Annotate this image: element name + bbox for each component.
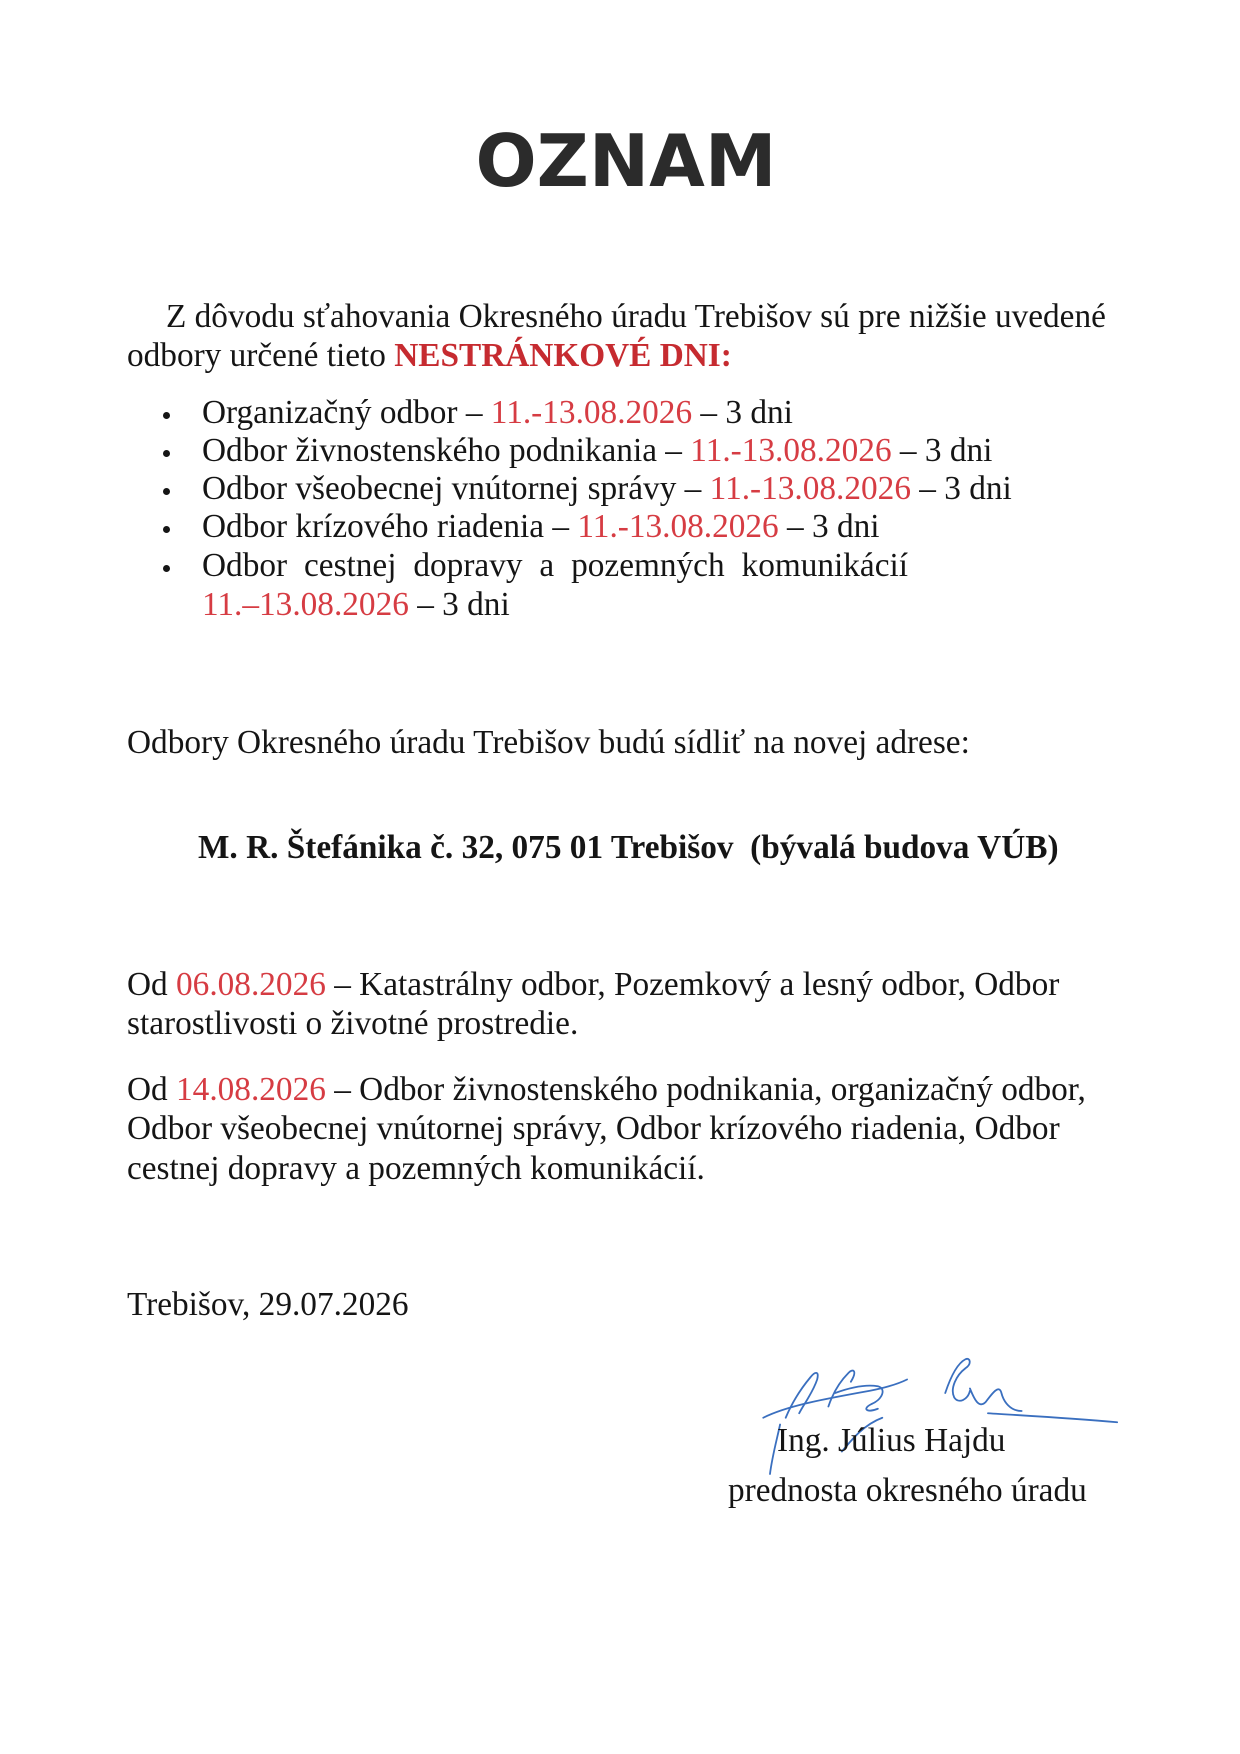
department-name: Organizačný odbor – (202, 394, 491, 431)
move-departments: – Odbor živnostenského podnikania, organizačný odbor, (325, 1071, 1086, 1108)
intro-line-1: Z dôvodu sťahovania Okresného úradu Trebišov sú pre nižšie uvedené (166, 298, 1106, 335)
bullet-dot (163, 450, 170, 457)
department-name: Odbor všeobecnej vnútornej správy – (202, 470, 710, 507)
closure-dates: 11.-13.08.2026 (690, 432, 892, 469)
signatory-name: Ing. Július Hajdu (777, 1422, 1006, 1459)
department-name: Odbor živnostenského podnikania – (202, 432, 691, 469)
move-line: Odbor všeobecnej vnútornej správy, Odbor krízového riadenia, Odbor (127, 1110, 1060, 1147)
closure-dates: 11.-13.08.2026 (490, 394, 693, 431)
move-lead: Od (127, 966, 177, 1003)
closure-days-heading: NESTRÁNKOVÉ DNI: (394, 337, 732, 374)
intro-text: odbory určené tieto (127, 337, 395, 374)
place-and-date: Trebišov, 29.07.2026 (127, 1286, 409, 1323)
move-line: cestnej dopravy a pozemných komunikácií. (127, 1150, 705, 1187)
closure-dates: 11.–13.08.2026 (202, 586, 409, 623)
closure-item (202, 394, 793, 432)
closure-item (202, 432, 992, 470)
move-line (127, 966, 1059, 1004)
move-date: 14.08.2026 (176, 1071, 326, 1108)
closure-item-department: Odbor cestnej dopravy a pozemných komunikácií (202, 547, 908, 584)
closure-duration: – 3 dni (408, 586, 510, 623)
notice-title: OZNAM (475, 119, 777, 203)
closure-dates: 11.-13.08.2026 (709, 470, 911, 507)
signature-stroke (988, 1413, 1117, 1422)
new-address: M. R. Štefánika č. 32, 075 01 Trebišov (bývalá budova VÚB) (198, 829, 1059, 866)
bullet-dot (163, 488, 170, 495)
closure-item-dates-line (202, 586, 510, 624)
move-line (127, 1071, 1086, 1109)
closure-item (202, 470, 1012, 508)
closure-duration: – 3 dni (692, 394, 793, 431)
move-departments: – Katastrálny odbor, Pozemkový a lesný odbor, Odbor (325, 966, 1060, 1003)
bullet-dot (163, 565, 170, 572)
signature-stroke (945, 1359, 970, 1401)
relocation-intro: Odbory Okresného úradu Trebišov budú sídliť na novej adrese: (127, 724, 970, 761)
move-date: 06.08.2026 (176, 966, 326, 1003)
closure-dates: 11.-13.08.2026 (577, 508, 779, 545)
move-lead: Od (127, 1071, 177, 1108)
closure-duration: – 3 dni (891, 432, 993, 469)
move-line: starostlivosti o životné prostredie. (127, 1005, 579, 1042)
closure-duration: – 3 dni (910, 470, 1012, 507)
bullet-dot (163, 412, 170, 419)
bullet-dot (163, 526, 170, 533)
closure-item (202, 508, 880, 546)
signature-stroke (786, 1373, 818, 1418)
signature-stroke (970, 1389, 1022, 1412)
intro-line-2 (127, 337, 732, 375)
signatory-position: prednosta okresného úradu (728, 1472, 1087, 1509)
department-name: Odbor krízového riadenia – (202, 508, 578, 545)
handwritten-signature (752, 1348, 1134, 1483)
signature-stroke (763, 1380, 907, 1418)
closure-duration: – 3 dni (778, 508, 880, 545)
